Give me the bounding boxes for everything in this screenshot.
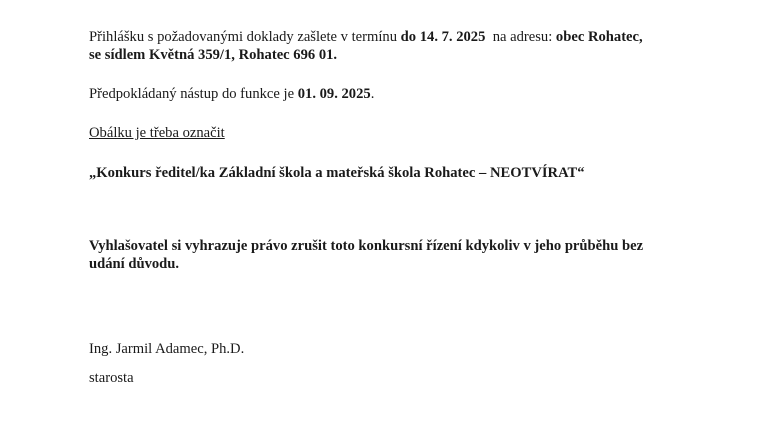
signature-name: Ing. Jarmil Adamec, Ph.D. — [89, 341, 245, 357]
submission-text-1: Přihlášku s požadovanými doklady zašlete v termínu — [89, 29, 401, 45]
submission-deadline: do 14. 7. 2025 — [400, 29, 486, 45]
submission-addressee: obec Rohatec, — [555, 29, 643, 45]
signature-title: starosta — [89, 370, 134, 386]
envelope-marking: „Konkurs ředitel/ka Základní škola a mateřská škola Rohatec – NEOTVÍRAT“ — [89, 165, 585, 181]
submission-line-2 — [89, 46, 337, 64]
start-end: . — [370, 86, 375, 102]
submission-text-2: na adresu: — [485, 29, 556, 45]
reservation-text-2: udání důvodu. — [89, 256, 180, 272]
start-date: 01. 09. 2025 — [297, 86, 371, 102]
start-date-line — [89, 85, 374, 103]
reservation-line-2 — [89, 255, 179, 273]
reservation-text-1: Vyhlašovatel si vyhrazuje právo zrušit toto konkursní řízení kdykoliv v jeho průběhu bez — [89, 238, 644, 254]
reservation-line-1 — [89, 237, 643, 255]
submission-line-1 — [89, 28, 643, 46]
submission-address: se sídlem Květná 359/1, Rohatec 696 01. — [89, 47, 338, 63]
envelope-marking-line — [89, 164, 585, 182]
start-text: Předpokládaný nástup do funkce je — [89, 86, 298, 102]
envelope-label: Obálku je třeba označit — [89, 125, 225, 141]
